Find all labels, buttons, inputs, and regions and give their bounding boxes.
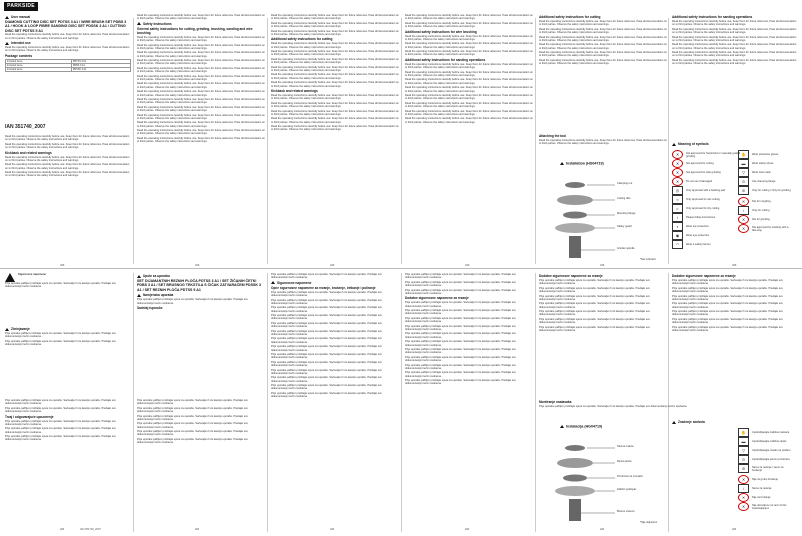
no-rough-icon: ✕ <box>738 197 749 206</box>
diagram-note: *Not included <box>640 258 656 261</box>
ian-code: IAN 351740_2007 <box>5 124 46 130</box>
eye-protection-icon: ◉ <box>672 231 683 240</box>
gloves-icon: ✋ <box>738 150 749 159</box>
column-divider <box>535 273 536 532</box>
hr-symbol-row: ▬ Upotrebljavajte zaštitne cipele <box>738 437 792 446</box>
body-column: Read the operating instructions carefully before use. Keep them for future reference. Pass all documentation on to third parties. Observe the safety instructions and warnings. Read the operating instructions carefully before use. Keep them for future reference. Pass all documentation on to third parties. Observe the safety instructions and warnings. Kickback and related warnings Read the operating instructions carefully before use. Keep them for future reference. Pass all documentation on to third parties. Observe the safety instructions and warnings. Read the operating instructions carefully before use. Keep them for future reference. Pass all documentation on to third parties. Observe the safety instructions and warnings. Read the operating instructions carefully before use. Keep them for future reference. Pass all documentation on to third parties. Observe the safety instructions and warnings. <box>5 135 130 178</box>
cut-grind-icon: ⊘ <box>738 186 749 195</box>
symbol-row: ◗ Wear ear protection <box>672 222 741 231</box>
hr-product-title: SET DIJAMANTNIH REZNIH PLOČA PDTSS 3 A1 / SET ŽIČANIH ČETKI PDBS 3 A1 / SET BRUSNOG TEKSTILA S ČIČAK ZATVARAČEM PDSSK 3 A1 / SET REZNIH PLOČA PDTSS 5 A1 <box>137 279 261 292</box>
hr-title-column: Upute za uporabu SET DIJAMANTNIH REZNIH PLOČA PDTSS 3 A1 / SET ŽIČANIH ČETKI PDBS 3 A1 / SET BRUSNOG TEKSTILA S ČIČAK ZATVARAČEM PDSSK 3 A1 / SET REZNIH PLOČA PDTSS 5 A1 Namjenska uporaba Prije uporabe pažljivo pročitajte upute za uporabu. Sačuvajte ih za kasniju uporabu. Predajte svu dokumentaciju trećim osobama. Sadržaj isporuke <box>137 273 265 393</box>
cut-grind-icon: ⊘ <box>738 464 749 473</box>
safety-heading: Safety instructions <box>137 22 265 26</box>
attach-column: Additional safety instructions for cutting Read the operating instructions carefully before use. Keep them for future reference. Pass all documentation on to third parties. Observe the safety instructions and warnings. Read the operating instructions carefully before use. Keep them for future reference. Pass all documentation on to third parties. Observe the safety instructions and warnings. Read the operating instructions carefully before use. Keep them for future reference. Pass all documentation on to third parties. Observe the safety instructions and warnings. Read the operating instructions carefully before use. Keep them for future reference. Pass all documentation on to third parties. Observe the safety instructions and warnings. Read the operating instructions carefully before use. Keep them for future reference. Pass all documentation on to third parties. Observe the safety instructions and warnings. Read the operating instructions carefully before use. Keep them for future reference. Pass all documentation on to third parties. Observe the safety instructions and warnings. <box>539 15 667 66</box>
ear-protection-icon: ◗ <box>672 222 683 231</box>
no-fast-stop-icon: ✕ <box>738 224 749 233</box>
cut-only-icon: / <box>738 206 749 215</box>
attach-column-2: Additional safety instructions for sanding operations Read the operating instructions carefully before use. Keep them for future reference. Pass all documentation on to third parties. Observe the safety instructions and warnings. Read the operating instructions carefully before use. Keep them for future reference. Pass all documentation on to third parties. Observe the safety instructions and warnings. Read the operating instructions carefully before use. Keep them for future reference. Pass all documentation on to third parties. Observe the safety instructions and warnings. Read the operating instructions carefully before use. Keep them for future reference. Pass all documentation on to third parties. Observe the safety instructions and warnings. Read the operating instructions carefully before use. Keep them for future reference. Pass all documentation on to third parties. Observe the safety instructions and warnings. Read the operating instructions carefully before use. Keep them for future reference. Pass all documentation on to third parties. Observe the safety instructions and warnings. <box>672 15 797 66</box>
page-number: GB <box>195 263 200 267</box>
shoes-icon: ▬ <box>738 437 749 446</box>
hr-diagram-label-1: Stezna matica <box>617 445 634 448</box>
installation-heading-block: Attaching the tool Read the operating instructions carefully before use. Keep them for future reference. Pass all documentation on to third parties. Observe the safety instructions and warnings. <box>539 134 667 146</box>
symbol-row: ◉ Wear eye protection <box>672 231 741 240</box>
gloves-icon: ✋ <box>738 428 749 437</box>
no-grind-icon: ✕ <box>738 493 749 502</box>
disc-stack <box>555 182 595 258</box>
title-column <box>5 14 131 132</box>
print-code: IAN 351740_2007 <box>80 528 101 531</box>
column-divider <box>401 273 402 532</box>
hr-attach-heading: Montiranje nastavaka Prije uporabe pažljivo pročitajte upute za uporabu. Sačuvajte ih za kasniju uporabu. Predajte svu dokumentaciju trećim osobama. <box>539 400 688 408</box>
package-table: Included items PDTSS 3 A1 Included items PDBS 3 A1 Included items PDSSK 3 A1 <box>5 59 131 72</box>
hr-symbol-row: ⊙ Upotrebljavajte steznu prirubnicu <box>738 455 792 464</box>
page-number: GB <box>600 263 605 267</box>
column-divider <box>267 273 268 532</box>
cut-only-icon: / <box>738 484 749 493</box>
column-divider <box>535 18 536 264</box>
page-number: HR <box>60 527 65 531</box>
symbol-row: ▬ Wear safety shoes <box>738 159 792 168</box>
hr-diagram-label-2: Rezna ploča <box>617 460 632 463</box>
symbol-row: ▽ Wear dust mask <box>738 168 792 177</box>
symbol-row: ✕ Do not use if damaged <box>672 177 741 186</box>
hr-diagram-label-3: Prirubnica za montažu <box>617 475 643 478</box>
symbol-row: / Only for cutting <box>738 206 792 215</box>
no-cut-icon: ✕ <box>672 159 683 168</box>
safety-column: Read the operating instructions carefully before use. Keep them for future reference. Pass all documentation on to third parties. Observe the safety instructions and warnings. Safety instructions General safety instructions for cutting, grinding, brushing, sanding and wire brushing Read the operating instructions carefully before use. Keep them for future reference. Pass all documentation on to third parties. Observe the safety instructions and warnings. Read the operating instructions carefully before use. Keep them for future reference. Pass all documentation on to third parties. Observe the safety instructions and warnings. Read the operating instructions carefully before use. Keep them for future reference. Pass all documentation on to third parties. Observe the safety instructions and warnings. Read the operating instructions carefully before use. Keep them for future reference. Pass all documentation on to third parties. Observe the safety instructions and warnings. Read the operating instructions carefully before use. Keep them for future reference. Pass all documentation on to third parties. Observe the safety instructions and warnings. Read the operating instructions carefully before use. Keep them for future reference. Pass all documentation on to third parties. Observe the safety instructions and warnings. Read the operating instructions carefully before use. Keep them for future reference. Pass all documentation on to third parties. Observe the safety instructions and warnings. Read the operating instructions carefully before use. Keep them for future reference. Pass all documentation on to third parties. Observe the safety instructions and warnings. Read the operating instructions carefully before use. Keep them for future reference. Pass all documentation on to third parties. Observe the safety instructions and warnings. Read the operating instructions carefully before use. Keep them for future reference. Pass all documentation on to third parties. Observe the safety instructions and warnings. Read the operating instructions carefully before use. Keep them for future reference. Pass all documentation on to third parties. Observe the safety instructions and warnings. Read the operating instructions carefully before use. Keep them for future reference. Pass all documentation on to third parties. Observe the safety instructions and warnings. Read the operating instructions carefully before use. Keep them for future reference. Pass all documentation on to third parties. Observe the safety instructions and warnings. Read the operating instructions carefully before use. Keep them for future reference. Pass all documentation on to third parties. Observe the safety instructions and warnings. <box>137 14 265 144</box>
page-number: HR <box>732 527 737 531</box>
symbol-row: ✕ Not approved for hand-held or manually guided grinding <box>672 150 741 159</box>
diagram-label-2: Cutting disc <box>617 197 631 200</box>
hr-diagram-label-5: Brusno vreteno <box>617 510 635 513</box>
symbol-row: ✕ Not for roughing <box>738 197 792 206</box>
column-divider <box>267 18 268 264</box>
hr-symbol-row: ✋ Upotrebljavajte zaštitne rukavice <box>738 428 792 437</box>
no-rough-icon: ✕ <box>738 475 749 484</box>
hr-body-column: Prije uporabe pažljivo pročitajte upute za uporabu. Sačuvajte ih za kasniju uporabu. Predajte svu dokumentaciju trećim osobama. Prije uporabe pažljivo pročitajte upute za uporabu. Sačuvajte ih za kasniju uporabu. Predajte svu dokumentaciju trećim osobama. Trzaj i odgovarajuće upozorenje Prije uporabe pažljivo pročitajte upute za uporabu. Sačuvajte ih za kasniju uporabu. Predajte svu dokumentaciju trećim osobama. Prije uporabe pažljivo pročitajte upute za uporabu. Sačuvajte ih za kasniju uporabu. Predajte svu dokumentaciju trećim osobama. Prije uporabe pažljivo pročitajte upute za uporabu. Sačuvajte ih za kasniju uporabu. Predajte svu dokumentaciju trećim osobama. <box>5 399 116 442</box>
parkside-logo: PARKSIDE <box>4 2 38 11</box>
no-fast-stop-icon: ✕ <box>738 502 749 511</box>
hr-column-5: Dodatne sigurnosne napomene za rezanje Prije uporabe pažljivo pročitajte upute za uporabu. Sačuvajte ih za kasniju uporabu. Predajte svu dokumentaciju trećim osobama. Prije uporabe pažljivo pročitajte upute za uporabu. Sačuvajte ih za kasniju uporabu. Predajte svu dokumentaciju trećim osobama. Prije uporabe pažljivo pročitajte upute za uporabu. Sačuvajte ih za kasniju uporabu. Predajte svu dokumentaciju trećim osobama. Prije uporabe pažljivo pročitajte upute za uporabu. Sačuvajte ih za kasniju uporabu. Predajte svu dokumentaciju trećim osobama. Prije uporabe pažljivo pročitajte upute za uporabu. Sačuvajte ih za kasniju uporabu. Predajte svu dokumentaciju trećim osobama. Prije uporabe pažljivo pročitajte upute za uporabu. Sačuvajte ih za kasniju uporabu. Predajte svu dokumentaciju trećim osobama. Prije uporabe pažljivo pročitajte upute za uporabu. Sačuvajte ih za kasniju uporabu. Predajte svu dokumentaciju trećim osobama. <box>539 274 650 332</box>
symbols-heading: Meaning of symbols <box>672 141 798 151</box>
dry-cut-icon: ☼ <box>672 204 683 213</box>
dust-mask-icon: ▽ <box>738 446 749 455</box>
croatian-manual-sheet <box>0 268 802 536</box>
diagram-label-3: Mounting flange <box>617 212 636 215</box>
disposal-block: Zbrinjavanje Prije uporabe pažljivo pročitajte upute za uporabu. Sačuvajte ih za kasniju uporabu. Predajte svu dokumentaciju trećim osobama. Prije uporabe pažljivo pročitajte upute za uporabu. Sačuvajte ih za kasniju uporabu. Predajte svu dokumentaciju trećim osobama. <box>5 327 116 347</box>
hr-symbol-row: ✕ Nije za grubo brušenje <box>738 475 792 484</box>
intro-text: Read the operating instructions carefully before use. Keep them for future reference. Pass all documentation on to third parties. Observe the safety instructions and warnings. <box>5 33 130 40</box>
hr-installation-heading: Instalacija (HG04719) <box>560 425 602 429</box>
page-number: GB <box>330 263 335 267</box>
user-manual-heading: User manual <box>5 15 131 19</box>
column-divider <box>401 18 402 264</box>
symbol-row: ◎ Only approved with a backing pad <box>672 186 741 195</box>
hr-symbols-heading: Značenje simbola <box>672 419 798 429</box>
page-number: HR <box>465 527 470 531</box>
hr-safety-column: Prije uporabe pažljivo pročitajte upute za uporabu. Sačuvajte ih za kasniju uporabu. Predajte svu dokumentaciju trećim osobama. Sigurnosne napomene Opće sigurnosne napomene za rezanje, brušenje, četkanje i poliranje Prije uporabe pažljivo pročitajte upute za uporabu. Sačuvajte ih za kasniju uporabu. Predajte svu dokumentaciju trećim osobama. Prije uporabe pažljivo pročitajte upute za uporabu. Sačuvajte ih za kasniju uporabu. Predajte svu dokumentaciju trećim osobama. Prije uporabe pažljivo pročitajte upute za uporabu. Sačuvajte ih za kasniju uporabu. Predajte svu dokumentaciju trećim osobama. Prije uporabe pažljivo pročitajte upute za uporabu. Sačuvajte ih za kasniju uporabu. Predajte svu dokumentaciju trećim osobama. Prije uporabe pažljivo pročitajte upute za uporabu. Sačuvajte ih za kasniju uporabu. Predajte svu dokumentaciju trećim osobama. Prije uporabe pažljivo pročitajte upute za uporabu. Sačuvajte ih za kasniju uporabu. Predajte svu dokumentaciju trećim osobama. Prije uporabe pažljivo pročitajte upute za uporabu. Sačuvajte ih za kasniju uporabu. Predajte svu dokumentaciju trećim osobama. Prije uporabe pažljivo pročitajte upute za uporabu. Sačuvajte ih za kasniju uporabu. Predajte svu dokumentaciju trećim osobama. Prije uporabe pažljivo pročitajte upute za uporabu. Sačuvajte ih za kasniju uporabu. Predajte svu dokumentaciju trećim osobama. Prije uporabe pažljivo pročitajte upute za uporabu. Sačuvajte ih za kasniju uporabu. Predajte svu dokumentaciju trećim osobama. Prije uporabe pažljivo pročitajte upute za uporabu. Sačuvajte ih za kasniju uporabu. Predajte svu dokumentaciju trećim osobama. Prije uporabe pažljivo pročitajte upute za uporabu. Sačuvajte ih za kasniju uporabu. Predajte svu dokumentaciju trećim osobama. Prije uporabe pažljivo pročitajte upute za uporabu. Sačuvajte ih za kasniju uporabu. Predajte svu dokumentaciju trećim osobama. Prije uporabe pažljivo pročitajte upute za uporabu. Sačuvajte ih za kasniju uporabu. Predajte svu dokumentaciju trećim osobama. <box>271 273 382 399</box>
symbol-row: ⊙ Use clamping flange <box>738 177 792 186</box>
hr-safety-column-2: Prije uporabe pažljivo pročitajte upute za uporabu. Sačuvajte ih za kasniju uporabu. Predajte svu dokumentaciju trećim osobama. Prije uporabe pažljivo pročitajte upute za uporabu. Sačuvajte ih za kasniju uporabu. Predajte svu dokumentaciju trećim osobama. Prije uporabe pažljivo pročitajte upute za uporabu. Sačuvajte ih za kasniju uporabu. Predajte svu dokumentaciju trećim osobama. Dodatne sigurnosne napomene za rezanje Prije uporabe pažljivo pročitajte upute za uporabu. Sačuvajte ih za kasniju uporabu. Predajte svu dokumentaciju trećim osobama. Prije uporabe pažljivo pročitajte upute za uporabu. Sačuvajte ih za kasniju uporabu. Predajte svu dokumentaciju trećim osobama. Prije uporabe pažljivo pročitajte upute za uporabu. Sačuvajte ih za kasniju uporabu. Predajte svu dokumentaciju trećim osobama. Prije uporabe pažljivo pročitajte upute za uporabu. Sačuvajte ih za kasniju uporabu. Predajte svu dokumentaciju trećim osobama. Prije uporabe pažljivo pročitajte upute za uporabu. Sačuvajte ih za kasniju uporabu. Predajte svu dokumentaciju trećim osobama. Prije uporabe pažljivo pročitajte upute za uporabu. Sačuvajte ih za kasniju uporabu. Predajte svu dokumentaciju trećim osobama. Prije uporabe pažljivo pročitajte upute za uporabu. Sačuvajte ih za kasniju uporabu. Predajte svu dokumentaciju trećim osobama. Prije uporabe pažljivo pročitajte upute za uporabu. Sačuvajte ih za kasniju uporabu. Predajte svu dokumentaciju trećim osobama. Prije uporabe pažljivo pročitajte upute za uporabu. Sačuvajte ih za kasniju uporabu. Predajte svu dokumentaciju trećim osobama. Prije uporabe pažljivo pročitajte upute za uporabu. Sačuvajte ih za kasniju uporabu. Predajte svu dokumentaciju trećim osobama. Prije uporabe pažljivo pročitajte upute za uporabu. Sačuvajte ih za kasniju uporabu. Predajte svu dokumentaciju trećim osobama. <box>405 273 516 386</box>
diagram-label-4: Safety guard <box>617 225 632 228</box>
no-grind-icon: ✕ <box>738 215 749 224</box>
backing-pad-icon: ◎ <box>672 186 683 195</box>
dust-mask-icon: ▽ <box>738 168 749 177</box>
instructions-icon: i <box>672 213 683 222</box>
page-number: HR <box>600 527 605 531</box>
flange-icon: ⊙ <box>738 177 749 186</box>
installation-heading: Installation (HG04719) <box>560 162 604 166</box>
shoes-icon: ▬ <box>738 159 749 168</box>
product-title: DIAMOND CUTTING DISC SET PDTSS 3 A1 / WIRE BRUSH SET PDBS 3 A1 / HOOK & LOOP FIBRE SANDING DISC SET PDSSK 3 A1 / CUTTING DISC SET PDTSS 5 A1 <box>5 20 127 33</box>
column-divider <box>133 18 134 264</box>
symbol-row: ⊘ Only for cutting / Only for grinding <box>738 186 792 195</box>
hr-diagram-note: *Nije uključeno <box>640 521 658 524</box>
diagram-label-5: Grinder spindle <box>617 247 635 250</box>
warning-block: Sigurnosne napomene Prije uporabe pažljivo pročitajte upute za uporabu. Sačuvajte ih za kasniju uporabu. Predajte svu dokumentaciju trećim osobama. <box>5 273 116 289</box>
page-number: GB <box>732 263 737 267</box>
column-divider <box>668 18 669 264</box>
page-number: HR <box>195 527 200 531</box>
intended-use-heading: Intended use <box>5 41 131 45</box>
safety-column-2: Read the operating instructions carefully before use. Keep them for future reference. Pass all documentation on to third parties. Observe the safety instructions and warnings. Read the operating instructions carefully before use. Keep them for future reference. Pass all documentation on to third parties. Observe the safety instructions and warnings. Read the operating instructions carefully before use. Keep them for future reference. Pass all documentation on to third parties. Observe the safety instructions and warnings. Additional safety instructions for cutting Read the operating instructions carefully before use. Keep them for future reference. Pass all documentation on to third parties. Observe the safety instructions and warnings. Read the operating instructions carefully before use. Keep them for future reference. Pass all documentation on to third parties. Observe the safety instructions and warnings. Read the operating instructions carefully before use. Keep them for future reference. Pass all documentation on to third parties. Observe the safety instructions and warnings. Read the operating instructions carefully before use. Keep them for future reference. Pass all documentation on to third parties. Observe the safety instructions and warnings. Read the operating instructions carefully before use. Keep them for future reference. Pass all documentation on to third parties. Observe the safety instructions and warnings. Read the operating instructions carefully before use. Keep them for future reference. Pass all documentation on to third parties. Observe the safety instructions and warnings. Kickback and related warnings Read the operating instructions carefully before use. Keep them for future reference. Pass all documentation on to third parties. Observe the safety instructions and warnings. Read the operating instructions carefully before use. Keep them for future reference. Pass all documentation on to third parties. Observe the safety instructions and warnings. Read the operating instructions carefully before use. Keep them for future reference. Pass all documentation on to third parties. Observe the safety instructions and warnings. Read the operating instructions carefully before use. Keep them for future reference. Pass all documentation on to third parties. Observe the safety instructions and warnings. Read the operating instructions carefully before use. Keep them for future reference. Pass all documentation on to third parties. Observe the safety instructions and warnings. <box>271 14 399 132</box>
page-number: GB <box>60 263 65 267</box>
symbol-row: ✕ Not for grinding <box>738 215 792 224</box>
hr-symbol-row: ⊘ Samo za rezanje / samo za brušenje <box>738 464 792 473</box>
hr-symbol-row: ✕ Nije za brušenje <box>738 493 792 502</box>
hr-symbol-row: ▽ Upotrebljavajte masku za prašinu <box>738 446 792 455</box>
hr-column-6: Dodatne sigurnosne napomene za rezanje Prije uporabe pažljivo pročitajte upute za uporabu. Sačuvajte ih za kasniju uporabu. Predajte svu dokumentaciju trećim osobama. Prije uporabe pažljivo pročitajte upute za uporabu. Sačuvajte ih za kasniju uporabu. Predajte svu dokumentaciju trećim osobama. Prije uporabe pažljivo pročitajte upute za uporabu. Sačuvajte ih za kasniju uporabu. Predajte svu dokumentaciju trećim osobama. Prije uporabe pažljivo pročitajte upute za uporabu. Sačuvajte ih za kasniju uporabu. Predajte svu dokumentaciju trećim osobama. Prije uporabe pažljivo pročitajte upute za uporabu. Sačuvajte ih za kasniju uporabu. Predajte svu dokumentaciju trećim osobama. Prije uporabe pažljivo pročitajte upute za uporabu. Sačuvajte ih za kasniju uporabu. Predajte svu dokumentaciju trećim osobama. Prije uporabe pažljivo pročitajte upute za uporabu. Sačuvajte ih za kasniju uporabu. Predajte svu dokumentaciju trećim osobama. <box>672 274 783 332</box>
hr-diagram-label-4: Zaštitni poklopac <box>617 488 637 491</box>
helmet-icon: ◠ <box>672 240 683 249</box>
no-hand-icon: ✕ <box>672 150 683 159</box>
symbol-row: ✕ Not approved for cutting <box>672 159 741 168</box>
symbol-row: ✕ Not approved for side grinding <box>672 168 741 177</box>
symbol-row: ✕ Not approved for working with a fast-stop <box>738 224 792 233</box>
symbol-row: ◠ Wear a safety helmet <box>672 240 741 249</box>
no-side-icon: ✕ <box>672 168 683 177</box>
safety-column-3: Read the operating instructions carefully before use. Keep them for future reference. Pass all documentation on to third parties. Observe the safety instructions and warnings. Read the operating instructions carefully before use. Keep them for future reference. Pass all documentation on to third parties. Observe the safety instructions and warnings. Additional safety instructions for wire brushing Read the operating instructions carefully before use. Keep them for future reference. Pass all documentation on to third parties. Observe the safety instructions and warnings. Read the operating instructions carefully before use. Keep them for future reference. Pass all documentation on to third parties. Observe the safety instructions and warnings. Read the operating instructions carefully before use. Keep them for future reference. Pass all documentation on to third parties. Observe the safety instructions and warnings. Additional safety instructions for sanding operations Read the operating instructions carefully before use. Keep them for future reference. Pass all documentation on to third parties. Observe the safety instructions and warnings. Read the operating instructions carefully before use. Keep them for future reference. Pass all documentation on to third parties. Observe the safety instructions and warnings. Read the operating instructions carefully before use. Keep them for future reference. Pass all documentation on to third parties. Observe the safety instructions and warnings. Read the operating instructions carefully before use. Keep them for future reference. Pass all documentation on to third parties. Observe the safety instructions and warnings. Read the operating instructions carefully before use. Keep them for future reference. Pass all documentation on to third parties. Observe the safety instructions and warnings. Read the operating instructions carefully before use. Keep them for future reference. Pass all documentation on to third parties. Observe the safety instructions and warnings. Read the operating instructions carefully before use. Keep them for future reference. Pass all documentation on to third parties. Observe the safety instructions and warnings. Read the operating instructions carefully before use. Keep them for future reference. Pass all documentation on to third parties. Observe the safety instructions and warnings. <box>405 14 533 124</box>
diagram-label-1: Clamping nut <box>617 182 633 185</box>
symbol-row: ≈ Only approved for wet cutting <box>672 195 741 204</box>
hr-column-2b: Prije uporabe pažljivo pročitajte upute za uporabu. Sačuvajte ih za kasniju uporabu. Predajte svu dokumentaciju trećim osobama. Prije uporabe pažljivo pročitajte upute za uporabu. Sačuvajte ih za kasniju uporabu. Predajte svu dokumentaciju trećim osobama. Prije uporabe pažljivo pročitajte upute za uporabu. Sačuvajte ih za kasniju uporabu. Predajte svu dokumentaciju trećim osobama. Prije uporabe pažljivo pročitajte upute za uporabu. Sačuvajte ih za kasniju uporabu. Predajte svu dokumentaciju trećim osobama. Prije uporabe pažljivo pročitajte upute za uporabu. Sačuvajte ih za kasniju uporabu. Predajte svu dokumentaciju trećim osobama. Prije uporabe pažljivo pročitajte upute za uporabu. Sačuvajte ih za kasniju uporabu. Predajte svu dokumentaciju trećim osobama. <box>137 399 248 445</box>
page-number: GB <box>465 263 470 267</box>
column-divider <box>133 273 134 532</box>
wet-cut-icon: ≈ <box>672 195 683 204</box>
hr-symbol-row: ✕ Nije dozvoljeno za rad s brzim zaustavljanjem <box>738 502 792 511</box>
symbol-row: i Please follow instructions <box>672 213 741 222</box>
hr-symbol-row: / Samo za rezanje <box>738 484 792 493</box>
flange-icon: ⊙ <box>738 455 749 464</box>
page-number: HR <box>330 527 335 531</box>
warning-icon <box>5 273 15 282</box>
symbol-row: ✋ Wear protective gloves <box>738 150 792 159</box>
package-contents-heading: Package contents <box>5 53 33 58</box>
symbol-row: ☼ Only approved for dry cutting <box>672 204 741 213</box>
intended-use-text: Read the operating instructions carefully before use. Keep them for future reference. Pass all documentation on to third parties. Observe the safety instructions and warnings. <box>5 46 130 53</box>
damaged-icon: ✕ <box>672 177 683 186</box>
